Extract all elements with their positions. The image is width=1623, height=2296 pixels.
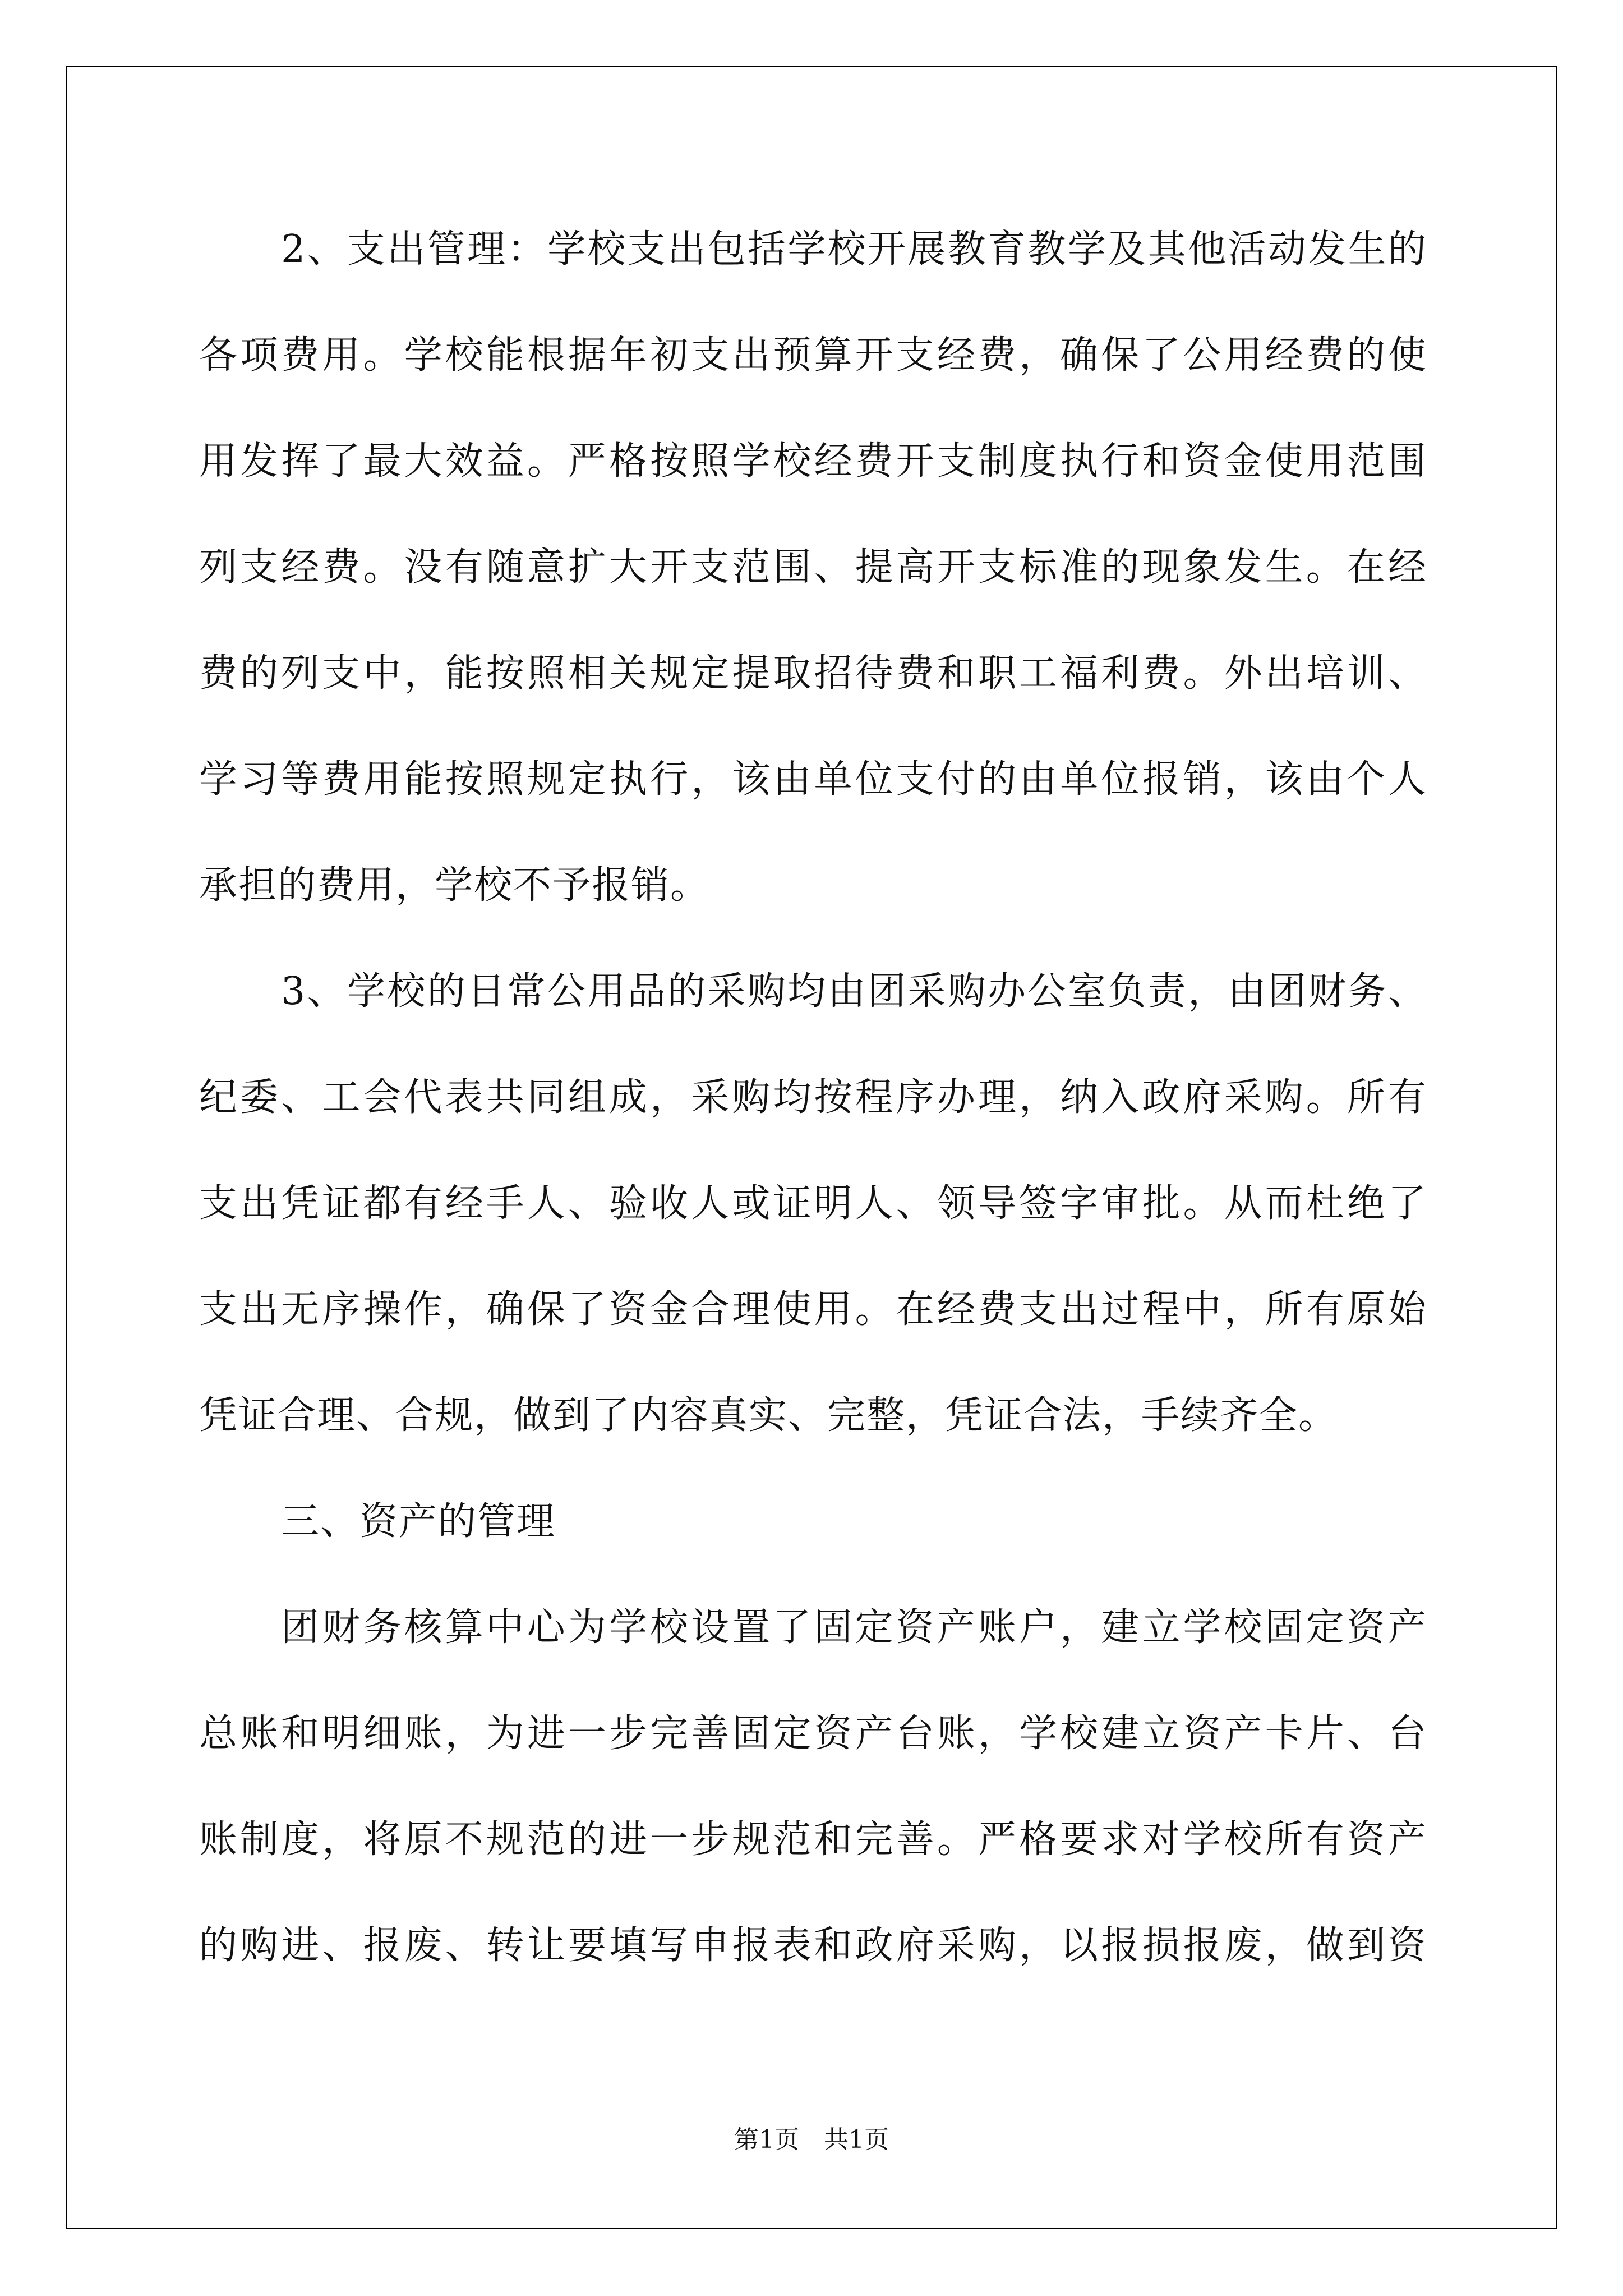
- text-line: 支出凭证都有经手人、验收人或证明人、领导签字审批。从而杜绝了: [199, 1181, 1427, 1226]
- text-line: 费的列支中，能按照相关规定提取招待费和职工福利费。外出培训、: [199, 651, 1427, 696]
- document-body: [199, 196, 1427, 1999]
- text-line: 承担的费用，学校不予报销。: [199, 863, 710, 908]
- text-line: 3、学校的日常公用品的采购均由团采购办公室负责，由团财务、: [281, 969, 1427, 1014]
- text-line: 纪委、工会代表共同组成，采购均按程序办理，纳入政府采购。所有: [199, 1075, 1427, 1120]
- text-line: 凭证合理、合规，做到了内容真实、完整，凭证合法，手续齐全。: [199, 1393, 1338, 1438]
- text-line: 学习等费用能按照规定执行，该由单位支付的由单位报销，该由个人: [199, 757, 1427, 802]
- page-number-footer: 第1页 共1页: [734, 2125, 889, 2154]
- text-line: 总账和明细账，为进一步完善固定资产台账，学校建立资产卡片、台: [199, 1711, 1427, 1756]
- text-line: 用发挥了最大效益。严格按照学校经费开支制度执行和资金使用范围: [199, 439, 1427, 484]
- text-line: 团财务核算中心为学校设置了固定资产账户，建立学校固定资产: [281, 1605, 1427, 1650]
- text-line: 2、支出管理：学校支出包括学校开展教育教学及其他活动发生的: [281, 227, 1427, 272]
- text-line: 各项费用。学校能根据年初支出预算开支经费，确保了公用经费的使: [199, 333, 1427, 378]
- text-line: 账制度，将原不规范的进一步规范和完善。严格要求对学校所有资产: [199, 1818, 1427, 1862]
- text-line: 三、资产的管理: [281, 1499, 556, 1544]
- text-line: 列支经费。没有随意扩大开支范围、提高开支标准的现象发生。在经: [199, 545, 1427, 590]
- text-line: 支出无序操作，确保了资金合理使用。在经费支出过程中，所有原始: [199, 1287, 1427, 1332]
- text-line: 的购进、报废、转让要填写申报表和政府采购，以报损报废，做到资: [199, 1924, 1427, 1968]
